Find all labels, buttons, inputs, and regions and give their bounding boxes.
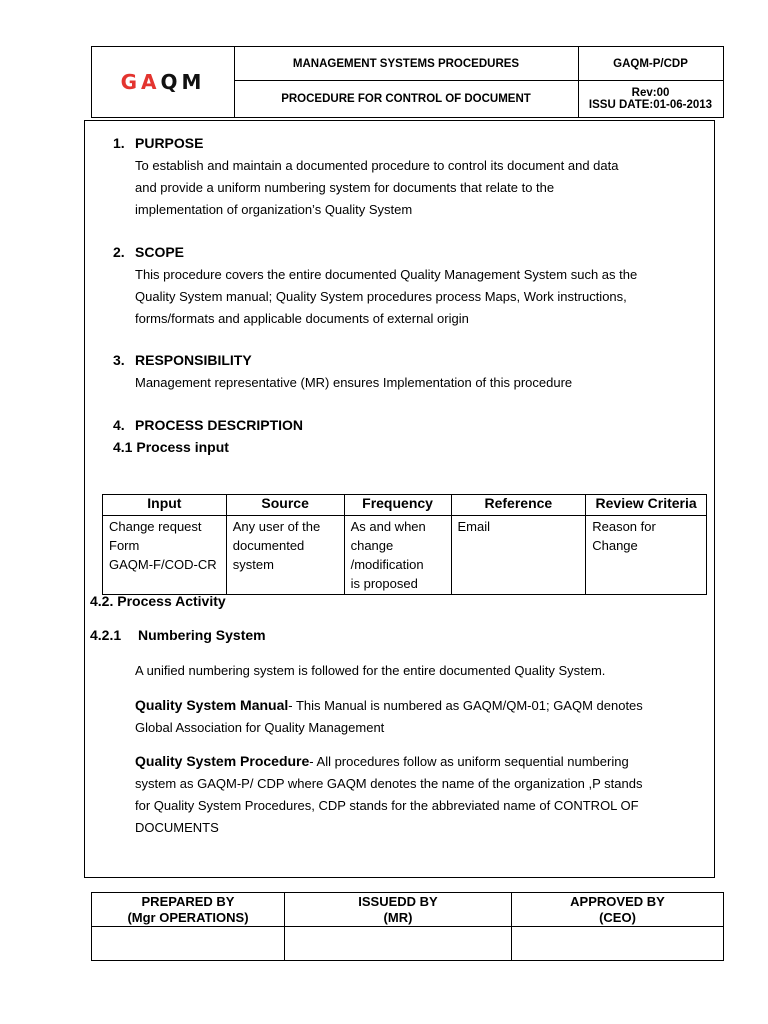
document-header [91, 46, 724, 118]
section-scope-heading: 2. SCOPE [113, 244, 185, 260]
numbering-system-heading: 4.2.1 Numbering System [90, 627, 266, 643]
section-purpose-text: To establish and maintain a documented procedure to control its document and data and provide a uniform numbering system for documents that relate to the implementation of organization’s Quality System [135, 158, 619, 217]
section-scope-text: This procedure covers the entire documented Quality Management System such as the Quality System manual; Quality System procedures process Maps, Work instructions, forms/formats and applicable documents of external origin [135, 267, 638, 326]
revision: Rev:00 [631, 87, 670, 99]
approved-by-signature [512, 927, 723, 960]
col-review-criteria: Review Criteria [586, 495, 707, 516]
col-reference: Reference [451, 495, 586, 516]
issue-date: ISSU DATE:01-06-2013 [588, 99, 713, 111]
process-activity-heading: 4.2. Process Activity [90, 593, 226, 609]
gaqm-logo [92, 47, 235, 117]
section-responsibility-heading: 3. RESPONSIBILITY [113, 352, 252, 368]
numbering-intro: A unified numbering system is followed for the entire documented Quality System. [135, 663, 606, 678]
quality-procedure-text: Quality System Procedure- All procedures follow as uniform sequential numbering system as GAQM-P/ CDP where GAQM denotes the name of the organization ,P stands for Quality System Procedures, CDP stands for the abbreviated name of CONTROL OF DOCUMENTS [135, 753, 643, 835]
approval-footer [91, 892, 724, 961]
cell-input: Change request Form GAQM-F/COD-CR [103, 516, 227, 595]
prepared-by-signature [92, 927, 284, 960]
cell-source: Any user of the documented system [226, 516, 344, 595]
header-subtitle: PROCEDURE FOR CONTROL OF DOCUMENT [281, 93, 531, 105]
section-process-heading: 4. PROCESS DESCRIPTION [113, 417, 304, 433]
cell-review-criteria: Reason for Change [586, 516, 707, 595]
cell-frequency: As and when change /modification is proposed [344, 516, 451, 595]
issued-by-signature [285, 927, 511, 960]
prepared-by-column: PREPARED BY (Mgr OPERATIONS) [92, 893, 285, 960]
quality-manual-text: Quality System Manual- This Manual is numbered as GAQM/QM-01; GAQM denotes Global Association for Quality Management [135, 697, 643, 735]
issued-by-column: ISSUEDD BY (MR) [285, 893, 512, 960]
col-frequency: Frequency [344, 495, 451, 516]
section-purpose-heading: 1. PURPOSE [113, 135, 204, 151]
doc-code: GAQM-P/CDP [613, 57, 688, 70]
col-source: Source [226, 495, 344, 516]
table-row [103, 516, 707, 595]
logo-text-qm: QM [160, 70, 206, 94]
approved-by-column: APPROVED BY (CEO) [512, 893, 723, 960]
col-input: Input [103, 495, 227, 516]
process-input-heading: 4.1 Process input [113, 439, 229, 455]
header-title: MANAGEMENT SYSTEMS PROCEDURES [292, 57, 520, 70]
table-header-row [103, 495, 707, 516]
section-responsibility-text: Management representative (MR) ensures Implementation of this procedure [135, 375, 573, 390]
logo-text-ga: GA [120, 70, 161, 94]
cell-reference: Email [451, 516, 586, 595]
process-input-table [102, 494, 707, 595]
